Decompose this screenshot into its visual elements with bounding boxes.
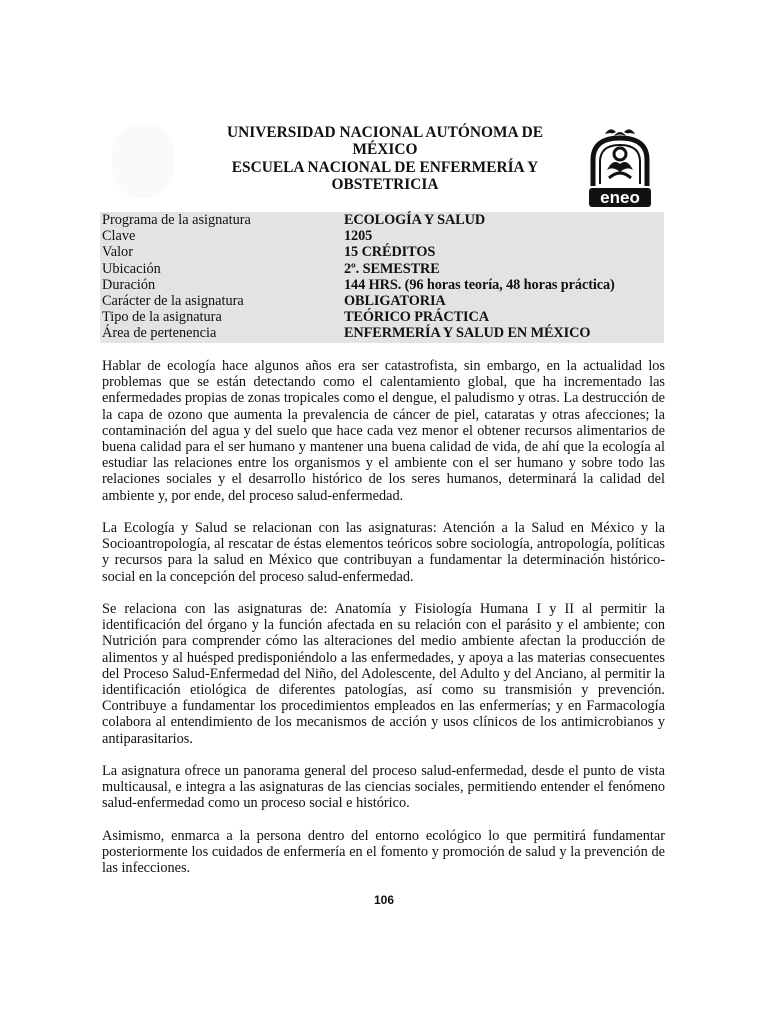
info-row-program <box>100 212 664 228</box>
info-row-area <box>100 325 664 341</box>
course-info-table <box>100 212 664 343</box>
info-label: Ubicación <box>102 260 161 277</box>
title-line: ESCUELA NACIONAL DE ENFERMERÍA Y <box>231 158 539 176</box>
document-body <box>102 358 665 893</box>
unam-seal-icon <box>112 124 174 198</box>
info-label: Carácter de la asignatura <box>102 292 244 309</box>
info-value: 144 HRS. (96 horas teoría, 48 horas práctica) <box>344 276 615 293</box>
info-value: ENFERMERÍA Y SALUD EN MÉXICO <box>344 325 591 342</box>
info-value: 1205 <box>344 228 373 245</box>
info-value: 15 CRÉDITOS <box>344 244 436 261</box>
paragraph: La Ecología y Salud se relacionan con las asignaturas: Atención a la Salud en México y la Socioantropología, al rescatar de éstas elementos teóricos sobre sociología, antropología, políticas y recursos para la salud en México que contribuyan a fundamentar la determinación histórico-social en la concepción del proceso salud-enfermedad. <box>102 520 665 585</box>
info-row-key <box>100 228 664 244</box>
paragraph: Asimismo, enmarca a la persona dentro del entorno ecológico lo que permitirá fundamentar posteriormente los cuidados de enfermería en el fomento y promoción de salud y la prevención de las infecciones. <box>102 827 665 877</box>
info-value: 2º. SEMESTRE <box>344 260 440 277</box>
info-row-location <box>100 261 664 277</box>
info-value: ECOLOGÍA Y SALUD <box>344 212 486 228</box>
paragraph: Hablar de ecología hace algunos años era ser catastrofista, sin embargo, en la actualidad los problemas que se están detectando como el calentamiento global, que ha incrementado las enfermedades propias de zonas tropicales como el dengue, el paludismo y otras. La destrucción de la capa de ozono que aumenta la prevalencia de cáncer de piel, cataratas y otras afecciones; la contaminación del agua y del suelo que hace cada vez menor el obtener recursos alimentarios de buena calidad para el ser humano y mantener una buena calidad de vida, de ahí que la ecología al estudiar las relaciones entre los organismos y el ambiente con el ser humano y sobre todo las relaciones sociales y el desarrollo histórico de los seres humanos, determinará la calidad del ambiente y, por ende, del proceso salud-enfermedad. <box>102 358 665 504</box>
title-line: MÉXICO <box>352 141 418 159</box>
page-number: 106 <box>373 893 395 907</box>
eneo-emblem-icon <box>583 124 657 208</box>
info-row-duration <box>100 277 664 293</box>
title-line: UNIVERSIDAD NACIONAL AUTÓNOMA DE <box>227 124 543 141</box>
paragraph: Se relaciona con las asignaturas de: Anatomía y Fisiología Humana I y II al permitir la identificación del órgano y la función afectada en su relación con el parásito y el ambiente; con Nutrición para comprender cómo las alteraciones del medio ambiente afectan la producción de alimentos y al huésped predisponiéndolo a las enfermedades, y apoya a las materias consecuentes del Proceso Salud-Enfermedad del Niño, del Adolescente, del Adulto y del Anciano, al permitir la identificación etiológica de diferentes patologías, así como su transmisión y prevención. Contribuye a fundamentar los procedimientos empleados en las enfermerías; y en Farmacología colabora al entendimiento de los mecanismos de acción y usos clínicos de los antimicrobianos y antiparasitarios. <box>102 601 665 747</box>
info-label: Duración <box>102 276 156 293</box>
institution-title <box>200 124 570 194</box>
document-header <box>0 124 768 214</box>
title-line: OBSTETRICIA <box>331 176 439 194</box>
info-label: Programa de la asignatura <box>102 212 251 228</box>
info-row-value <box>100 244 664 260</box>
paragraph: La asignatura ofrece un panorama general del proceso salud-enfermedad, desde el punto de vista multicausal, e integra a las asignaturas de las ciencias sociales, permitiendo entender el fenómeno salud-enfermedad como un proceso social e histórico. <box>102 763 665 812</box>
info-label: Área de pertenencia <box>102 325 217 342</box>
info-label: Valor <box>102 244 133 261</box>
info-label: Clave <box>102 228 136 245</box>
logo-text: eneo <box>600 188 640 207</box>
info-label: Tipo de la asignatura <box>102 309 222 326</box>
info-value: OBLIGATORIA <box>344 292 446 309</box>
info-row-character <box>100 293 664 309</box>
info-value: TEÓRICO PRÁCTICA <box>344 309 489 326</box>
info-row-type <box>100 309 664 325</box>
